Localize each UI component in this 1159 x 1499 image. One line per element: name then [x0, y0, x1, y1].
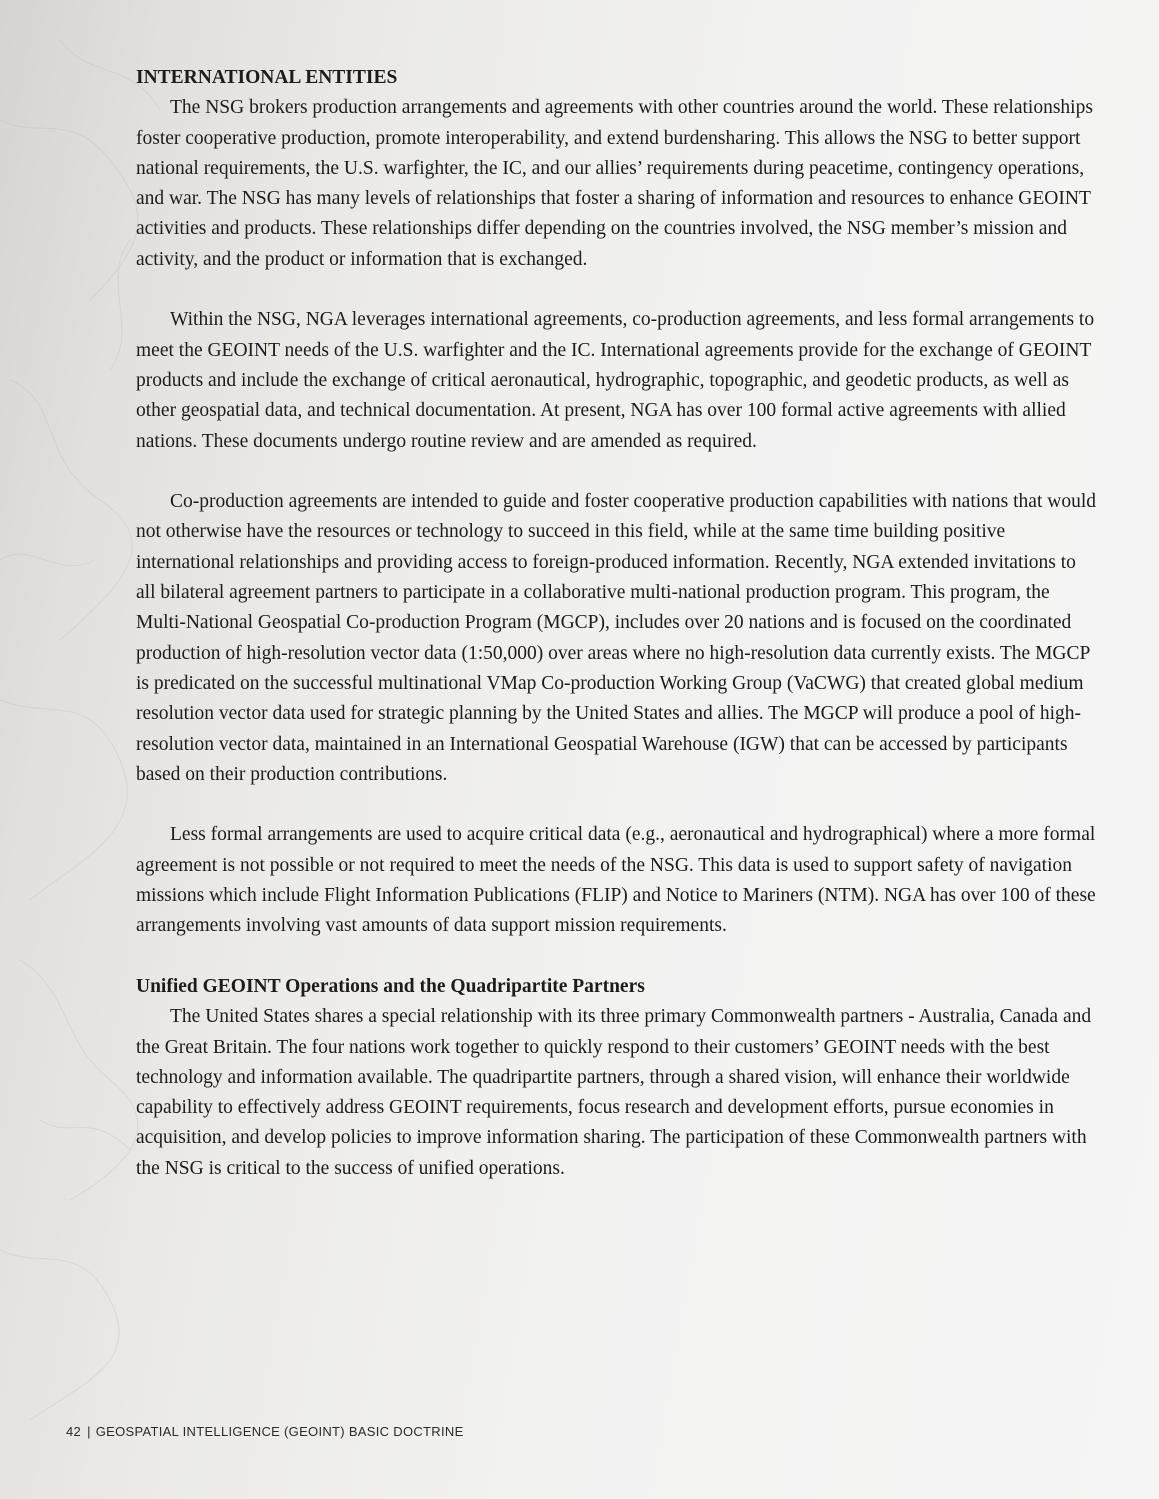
footer-separator: | [87, 1424, 91, 1439]
section-unified-geoint [136, 972, 1096, 1184]
paragraph: Within the NSG, NGA leverages international agreements, co-production agreements, and less formal arrangements to meet the GEOINT needs of the U.S. warfighter and the IC. International agreements provide for the exchange of GEOINT products and include the exchange of critical aeronautical, hydrographic, topographic, and geodetic products, as well as other geospatial data, and technical documentation. At present, NGA has over 100 formal active agreements with allied nations. These documents undergo routine review and are amended as required. [136, 309, 1095, 452]
page-footer [66, 1424, 464, 1439]
page-number: 42 [66, 1424, 82, 1439]
section-heading: INTERNATIONAL ENTITIES [136, 67, 398, 88]
section-heading: Unified GEOINT Operations and the Quadripartite Partners [136, 975, 645, 997]
paragraph: The NSG brokers production arrangements and agreements with other countries around the world. These relationships foster cooperative production, promote interoperability, and extend burdensharing. This allows the NSG to better support national requirements, the U.S. warfighter, the IC, and our allies’ requirements during peacetime, contingency operations, and war. The NSG has many levels of relationships that foster a sharing of information and resources to enhance GEOINT activities and products. These relationships differ depending on the countries involved, the NSG member’s mission and activity, and the product or information that is exchanged. [136, 97, 1093, 270]
paragraph: Co-production agreements are intended to guide and foster cooperative production capabilities with nations that would not otherwise have the resources or technology to succeed in this field, while at the same time building positive international relationships and providing access to foreign-produced information. Recently, NGA extended invitations to all bilateral agreement partners to participate in a collaborative multi-national production program. This program, the Multi-National Geospatial Co-production Program (MGCP), includes over 20 nations and is focused on the coordinated production of high-resolution vector data (1:50,000) over areas where no high-resolution data currently exists. The MGCP is predicated on the successful multinational VMap Co-production Working Group (VaCWG) that created global medium resolution vector data used for strategic planning by the United States and allies. The MGCP will produce a pool of high-resolution vector data, maintained in an International Geospatial Warehouse (IGW) that can be accessed by participants based on their production contributions. [136, 491, 1096, 785]
paragraph: The United States shares a special relationship with its three primary Commonwealth partners - Australia, Canada and the Great Britain. The four nations work together to quickly respond to their customers’ GEOINT needs with the best technology and information available. The quadripartite partners, through a shared vision, will enhance their worldwide capability to effectively address GEOINT requirements, focus research and development efforts, pursue economies in acquisition, and develop policies to improve information sharing. The participation of these Commonwealth partners with the NSG is critical to the success of unified operations. [136, 1006, 1092, 1179]
section-international-entities [136, 63, 1096, 942]
document-title: GEOSPATIAL INTELLIGENCE (GEOINT) BASIC DOCTRINE [95, 1424, 464, 1439]
document-body [136, 63, 1096, 1184]
paragraph: Less formal arrangements are used to acquire critical data (e.g., aeronautical and hydrographical) where a more formal agreement is not possible or not required to meet the needs of the NSG. This data is used to support safety of navigation missions which include Flight Information Publications (FLIP) and Notice to Mariners (NTM). NGA has over 100 of these arrangements involving vast amounts of data support mission requirements. [136, 824, 1096, 937]
